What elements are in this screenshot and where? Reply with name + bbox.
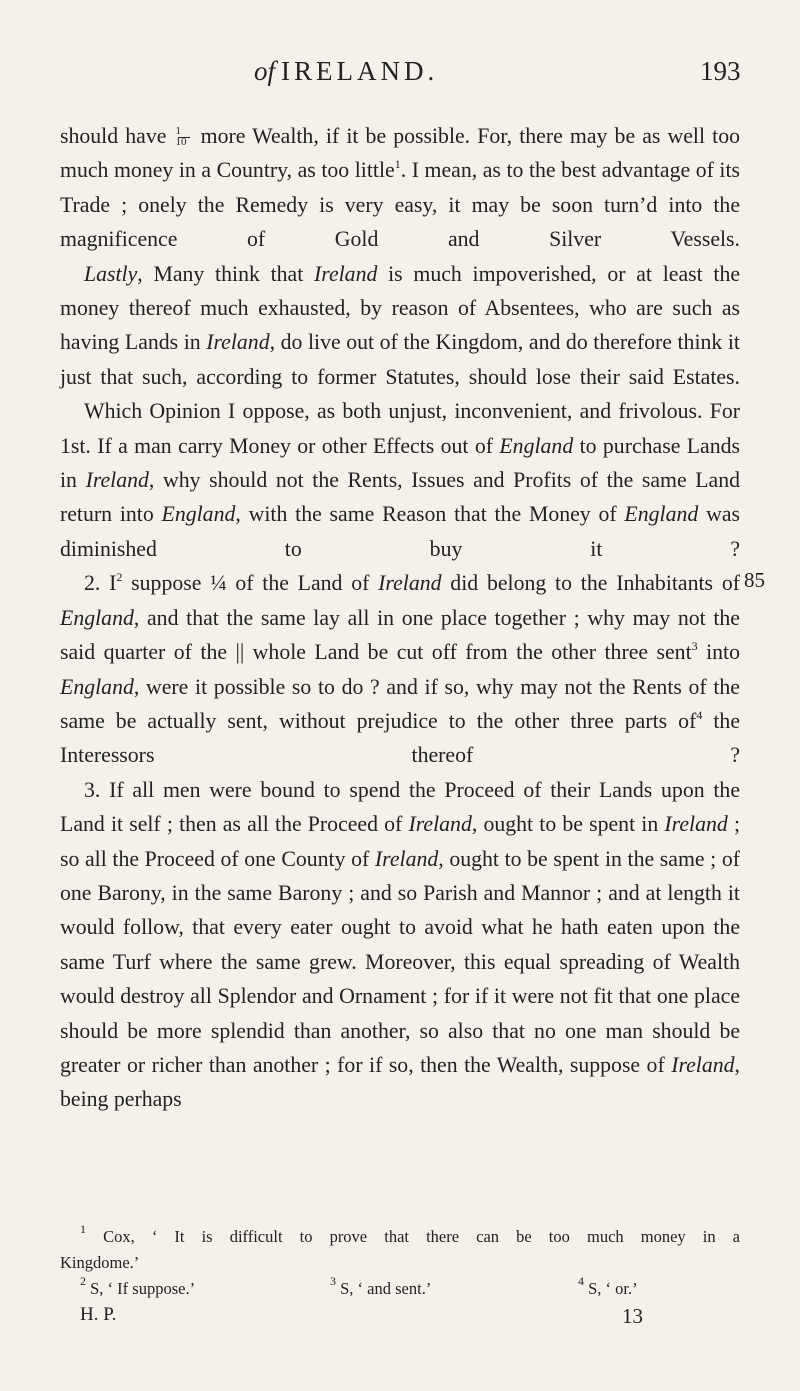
text-italic: England (60, 605, 134, 630)
text-line: did belong to the (441, 571, 608, 596)
text-line: should have (60, 124, 174, 148)
text-line: , ought to be spent in the same ; of (438, 846, 741, 871)
fraction-numerator: 1 (175, 125, 182, 137)
footnote-ref-1: 1 (394, 157, 401, 172)
text-line: of the same be actually sent, without prejudice to the other (60, 674, 740, 733)
footnote-mark: 3 (330, 1274, 336, 1288)
footnote-2 (80, 1276, 195, 1302)
body-text (60, 119, 740, 1117)
text-italic: Ireland (664, 812, 728, 837)
text-italic: Ireland (671, 1052, 735, 1077)
text-line: Remedy is very easy, it may be soon turn’d into the (235, 192, 741, 217)
text-line: grew. Moreover, this equal spreading of Wealth would (60, 949, 740, 1009)
text-line: should not the Rents, Issues and Profits of the same Land (209, 468, 741, 493)
text-line: that one place should be more splendid than another, so also (60, 984, 740, 1043)
running-head-title: IRELAND. (281, 56, 439, 86)
paragraph-5 (60, 773, 740, 1117)
text-line: according to former Statutes, should lose their said Estates. (196, 364, 740, 389)
text-line: Effects out of (372, 433, 500, 458)
text-line: more Wealth, if it be possible. For, there (193, 124, 563, 148)
paragraph-3 (60, 394, 740, 566)
text-italic: England (499, 433, 574, 458)
text-line: ; so all the Proceed of (60, 812, 740, 871)
footnote-text: Cox, ‘ It is difficult to prove that there can be too much money in a (86, 1227, 740, 1246)
page-header (0, 56, 800, 90)
text-line: , with the same Reason that the Money (235, 502, 591, 527)
text-italic: Lastly (84, 261, 138, 286)
fraction-one-quarter: ¼ (210, 571, 227, 596)
text-line: for if so, then the Wealth, suppose of (337, 1052, 672, 1077)
text-line: to purchase Lands in (60, 433, 740, 493)
signature-mark: H. P. (80, 1304, 117, 1325)
running-head (254, 56, 438, 87)
text-line: , being perhaps (60, 1052, 740, 1112)
text-italic: Ireland (374, 846, 439, 871)
margin-page-marker: 85 (744, 568, 765, 592)
text-line: 3. If all men were bound to spend the Proceed of their (84, 777, 591, 802)
text-line: may be as well too much money in a Country, as too little (60, 124, 741, 183)
text-italic: Ireland (85, 468, 149, 493)
footnote-1 (60, 1224, 740, 1250)
paragraph-2 (60, 257, 740, 395)
text-line: magnificence of Gold and Silver Vessels. (60, 227, 740, 252)
footnote-mark: 2 (80, 1274, 86, 1288)
page-number: 193 (700, 56, 741, 86)
footnote-4 (578, 1276, 638, 1302)
running-head-of: of (254, 56, 276, 86)
text-line: suppose (122, 571, 211, 596)
text-line: , and that the same lay all in one (133, 605, 434, 630)
text-italic: England (624, 502, 699, 527)
text-line: , Many think that (137, 261, 315, 286)
footnote-mark: 1 (80, 1222, 86, 1236)
text-line: and at length it would follow, that every eater ought to avoid (60, 880, 740, 940)
text-line: , (133, 674, 140, 699)
text-line: of the Land of (226, 571, 379, 596)
text-line: of (598, 502, 625, 527)
text-line: Absentees, who are such as having Lands in (60, 296, 740, 355)
text-line: , ought to be spent in (471, 812, 665, 837)
text-line: out of the Kingdom, and do therefore think it just that such, (60, 330, 740, 389)
text-line: return into (60, 502, 162, 527)
text-line: one County of (244, 846, 375, 871)
text-line: that no one man should be greater or richer than another ; (60, 1018, 741, 1077)
footnotes (60, 1224, 740, 1302)
footnote-ref-2: 2 (116, 570, 123, 585)
footnote-text: S, ‘ If suppose.’ (86, 1279, 196, 1298)
footnote-text: S, ‘ and sent.’ (336, 1279, 432, 1298)
text-line: destroy all Splendor and Ornament ; for if it were not fit (120, 984, 613, 1009)
text-line: place together ; why may not the said quarter of the || whole (60, 605, 740, 665)
text-line: at least the money thereof much exhausted, by reason of (60, 261, 741, 321)
text-line: and frivolous. For 1st. If a man carry Money or other (60, 399, 741, 458)
text-italic: Ireland (378, 571, 442, 596)
text-line: I mean, as to the best advantage of its Trade ; onely the (60, 158, 741, 217)
text-line: into (697, 640, 741, 665)
text-italic: England (161, 502, 236, 527)
text-line: were it possible so to do ? and if so, why may not the Rents (146, 674, 682, 699)
text-line: three parts of (570, 708, 697, 733)
text-line: Which Opinion I oppose, as both unjust, inconvenient, (84, 399, 573, 424)
footnote-mark: 4 (578, 1274, 584, 1288)
footnote-ref-4: 4 (696, 707, 703, 722)
text-line: Inhabitants of (616, 571, 740, 596)
text-line: 2. I (84, 571, 117, 596)
text-line: Lands upon the Land it self ; then as all the Proceed of (60, 777, 741, 837)
paragraph-1: should have $\frac{1}{10}$ more Wealth, if it be possible. For, there may be as well too much money in a Country, as too little$^1$. I mean, as to the best advantage of its Trade ; onely the Remedy is very easy, it may be soon turn’d into the magnificence of Gold and Silver Vessels. (60, 124, 741, 252)
fraction-one-tenth (175, 125, 192, 148)
paragraph-4 (60, 566, 740, 772)
text-italic: Ireland (206, 330, 270, 355)
text-line: was diminished to buy it ? (60, 502, 740, 561)
text-line: Land be cut off from the other three sent (314, 640, 692, 665)
text-line: the Interessors thereof ? (60, 708, 740, 768)
text-italic: Ireland (408, 812, 472, 837)
footnote-text: S, ‘ or.’ (584, 1279, 638, 1298)
footnote-1-continued: Kingdome.’ (60, 1253, 140, 1272)
text-line: , why (148, 468, 201, 493)
text-line: what he hath eaten upon the same Turf where the same (60, 915, 740, 974)
fraction-denominator: 10 (175, 136, 187, 148)
footnote-ref-3: 3 (691, 639, 698, 654)
signature-number: 13 (622, 1304, 643, 1328)
footnote-row (60, 1276, 740, 1302)
text-line: , do live (269, 330, 341, 355)
text-line: one Barony, in the same Barony ; and so Parish and Mannor ; (60, 880, 603, 905)
text-line: is much impoverished, or (377, 261, 626, 286)
text-italic: Ireland (314, 261, 378, 286)
text-italic: England (60, 674, 134, 699)
footnote-3 (330, 1276, 431, 1302)
